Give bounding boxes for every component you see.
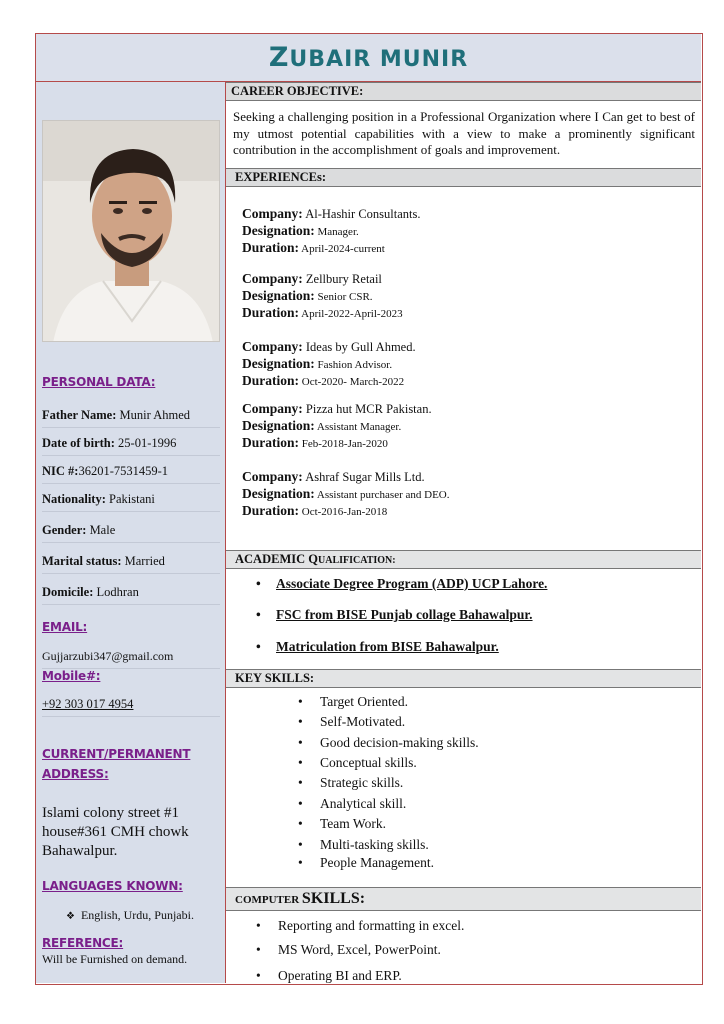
experience-item: Company: Zellbury Retail Designation: Senior CSR. Duration: April-2022-April-2023 [242, 271, 403, 320]
mobile-value[interactable]: +92 303 017 4954 [42, 696, 220, 717]
domicile-row: Domicile: Lodhran [42, 584, 220, 605]
experience-item: Company: Ideas by Gull Ahmed. Designation: Fashion Advisor. Duration: Oct-2020- March-2022 [242, 339, 416, 388]
academic-item: • Associate Degree Program (ADP) UCP Lahore. [256, 576, 548, 591]
address-title-line1: CURRENT/PERMANENT [42, 747, 191, 761]
career-objective-text: Seeking a challenging position in a Professional Organization where I Can get to best of my utmost potential capabilities with a view to make a prominently significant contribution in the accomplishment of goals and improvement. [233, 109, 695, 157]
gender-row: Gender: Male [42, 522, 220, 543]
experience-item: Company: Ashraf Sugar Mills Ltd. Designation: Assistant purchaser and DEO. Duration: Oct-2016-Jan-2018 [242, 469, 450, 518]
sidebar [36, 82, 226, 983]
dob-row: Date of birth: 25-01-1996 [42, 435, 220, 456]
nationality-row: Nationality: Pakistani [42, 491, 220, 512]
career-objective-header: CAREER OBJECTIVE: [226, 82, 701, 101]
key-skill-item: • People Management. [298, 855, 434, 870]
key-skill-item: • Conceptual skills. [298, 755, 417, 770]
candidate-name: ZUBAIR MUNIR [268, 42, 469, 73]
key-skill-item: • Strategic skills. [298, 775, 404, 790]
email-value[interactable]: Gujjarzubi347@gmail.com [42, 648, 220, 669]
resume-page [35, 33, 703, 985]
address-line3: Bahawalpur. [42, 843, 118, 859]
experiences-header: EXPERIENCEs: [226, 168, 701, 187]
key-skill-item: • Multi-tasking skills. [298, 837, 429, 852]
key-skill-item: • Analytical skill. [298, 796, 407, 811]
key-skill-item: • Team Work. [298, 816, 386, 831]
languages-title: LANGUAGES KNOWN: [42, 879, 183, 893]
main-content [226, 82, 701, 983]
languages-item: ❖ English, Urdu, Punjabi. [66, 908, 194, 922]
nic-row: NIC #:36201-7531459-1 [42, 463, 220, 484]
key-skill-item: • Self-Motivated. [298, 714, 406, 729]
academic-item: • Matriculation from BISE Bahawalpur. [256, 639, 499, 654]
personal-data-title: PERSONAL DATA: [42, 375, 156, 389]
reference-title: REFERENCE: [42, 936, 124, 950]
computer-skill-item: • MS Word, Excel, PowerPoint. [256, 942, 441, 957]
experience-item: Company: Pizza hut MCR Pakistan. Designation: Assistant Manager. Duration: Feb-2018-Jan-2020 [242, 401, 432, 450]
computer-skill-item: • Operating BI and ERP. [256, 968, 402, 983]
key-skill-item: • Good decision-making skills. [298, 735, 479, 750]
reference-text: Will be Furnished on demand. [42, 952, 188, 966]
computer-skills-header: COMPUTER SKILLS: [226, 887, 701, 911]
academic-header: ACADEMIC QUALIFICATION: [226, 550, 701, 569]
address-title-line2: ADDRESS: [42, 767, 109, 781]
experience-item: Company: Al-Hashir Consultants. Designation: Manager. Duration: April-2024-current [242, 206, 421, 255]
marital-status-row: Marital status: Married [42, 553, 220, 574]
name-header [36, 34, 701, 82]
father-name-row: Father Name: Munir Ahmed [42, 407, 220, 428]
key-skills-header: KEY SKILLS: [226, 669, 701, 688]
academic-item: • FSC from BISE Punjab collage Bahawalpur. [256, 607, 533, 622]
address-line1: Islami colony street #1 [42, 805, 180, 821]
mobile-title: Mobile#: [42, 669, 101, 683]
key-skill-item: • Target Oriented. [298, 694, 409, 709]
diamond-bullet-icon: ❖ [66, 911, 75, 922]
address-line2: house#361 CMH chowk [42, 824, 189, 840]
profile-photo [42, 120, 220, 342]
computer-skill-item: • Reporting and formatting in excel. [256, 918, 465, 933]
email-title: EMAIL: [42, 620, 88, 634]
